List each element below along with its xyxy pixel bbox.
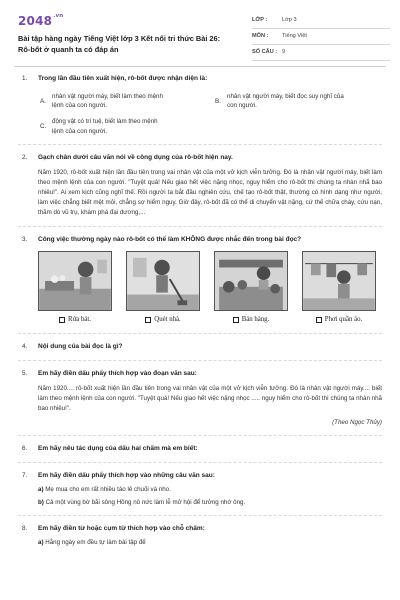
meta-label: MÔN :: [252, 33, 269, 40]
question-6: [18, 444, 382, 454]
sweeping-picture: [126, 251, 200, 311]
question-text: Công việc thường ngày nào rô-bốt có thể làm KHÔNG được nhắc đến trong bài đọc?: [38, 236, 302, 244]
question-number: 8.: [22, 525, 28, 533]
logo-text: 2048: [18, 14, 53, 28]
question-number: 4.: [22, 343, 28, 351]
question-text: Trong lần đầu tiên xuất hiện, rô-bốt được nhận diện là:: [38, 75, 208, 82]
option-text: [52, 117, 158, 136]
caption-text: Quét nhà.: [154, 315, 181, 323]
question-8: [18, 524, 382, 547]
meta-value: 9: [282, 49, 286, 56]
title-line-1: Bài tập hàng ngày Tiếng Việt lớp 3 Kết nối tri thức Bài 26:: [18, 34, 221, 43]
logo-suffix: .vn: [53, 13, 64, 19]
picture-caption: [38, 315, 112, 325]
option-b[interactable]: [215, 92, 382, 111]
picture-option-4[interactable]: [302, 251, 376, 325]
header-divider: [14, 66, 386, 67]
question-divider: [18, 462, 382, 463]
option-text: [52, 92, 163, 111]
meta-label: LỚP :: [252, 17, 268, 24]
question-number: 6.: [22, 445, 28, 453]
sub-item-b: [38, 498, 382, 507]
reading-passage: Năm 1920, rô-bốt xuất hiện lần đầu tiên trong vai nhân vật của một vở kịch viễn tưởng. Đó là nhân vật người máy, biết làm theo mệnh lệnh của con người. "Tuyệt quá! Nếu giao hết việc nặng nhọc, nguy hiểm cho rô-bốt thì chúng ta nhàn nhã bao nhiêu!". Ai xem kịch cũng nghĩ thế. Rồi người ta bắt đầu nghiên cứu, chế tạo rô-bốt thật, thường có hình dạng như người, làm việc chẳng biết mệt mỏi, chẳng sợ hiểm nguy. Giờ đây, rô-bốt đã có thể di chuyển vật nặng, cứ thế chữa cháy, cứu nạn, thăm dò vũ trụ, khám phá đại dương,...: [38, 168, 382, 217]
meta-row-class: [252, 13, 390, 29]
option-text: [227, 92, 344, 111]
picture-caption: [214, 315, 288, 325]
question-text: Em hãy điền dấu phẩy thích hợp vào những câu văn sau:: [38, 471, 215, 479]
question-text: Em hãy điền dấu phẩy thích hợp vào đoạn văn sau:: [38, 369, 197, 377]
question-number: 1.: [22, 75, 28, 82]
question-divider: [18, 226, 382, 227]
sub-item-label: b): [38, 498, 44, 506]
sub-item-a: [38, 485, 382, 494]
washing-dishes-picture: [38, 251, 112, 311]
caption-text: Bán hàng.: [241, 315, 270, 323]
question-divider: [18, 360, 382, 361]
meta-row-subject: [252, 29, 390, 45]
hanging-clothes-picture: [302, 251, 376, 311]
question-number: 2.: [22, 154, 28, 162]
picture-option-2[interactable]: [126, 251, 200, 325]
question-7: [18, 471, 382, 507]
document-title: [18, 34, 238, 55]
sub-item-text: Cả một vùng bờ bãi sông Hồng nô nức làm lễ mở hội để tưởng nhớ ông.: [45, 498, 246, 506]
question-5: [18, 369, 382, 427]
question-text: Gạch chân dưới câu văn nói về công dụng của rô-bốt hiện nay.: [38, 154, 233, 162]
checkbox[interactable]: [316, 317, 322, 323]
option-line: nhân vật người máy, biết đọc suy nghĩ của: [227, 92, 344, 100]
answer-options: [38, 92, 382, 136]
question-1: [18, 74, 382, 136]
question-divider: [18, 515, 382, 516]
question-divider: [18, 435, 382, 436]
option-a[interactable]: [40, 92, 207, 111]
question-text: Nội dung của bài đọc là gì?: [38, 343, 123, 351]
meta-value: Tiếng Việt: [282, 33, 307, 40]
meta-table: [252, 13, 390, 61]
meta-label: SỐ CÂU :: [252, 49, 278, 56]
header: [0, 0, 400, 64]
question-4: [18, 342, 382, 352]
option-line: lệnh của con người.: [52, 127, 107, 135]
meta-row-count: [252, 45, 390, 61]
sub-item-text: Mẹ mua cho em rất nhiều táo lê chuối và nho.: [45, 485, 171, 493]
checkbox[interactable]: [233, 317, 239, 323]
title-line-2: Rô-bốt ở quanh ta có đáp án: [18, 44, 119, 54]
selling-picture: [214, 251, 288, 311]
option-line: lệnh của con người.: [52, 102, 107, 110]
passage-author: (Theo Ngọc Thủy): [332, 418, 382, 426]
question-divider: [18, 333, 382, 334]
question-number: 5.: [22, 369, 28, 377]
questions: [0, 74, 400, 553]
question-text: Em hãy điền từ hoặc cụm từ thích hợp vào chỗ chấm:: [38, 525, 205, 533]
question-number: 3.: [22, 236, 28, 244]
caption-text: Phơi quần áo.: [324, 315, 363, 323]
option-letter: B.: [215, 97, 221, 105]
option-line: động vật có trí tuệ, biết làm theo mệnh: [52, 117, 158, 125]
sub-item-label: a): [38, 538, 44, 546]
question-text: Em hãy nêu tác dụng của dấu hai chấm mà em biết:: [38, 445, 198, 453]
exercise-passage: Năm 1920.... rô-bốt xuất hiện lần đầu tiên trong vai nhân vật của một vở kịch viễn tưởng. Đó là nhân vật người máy.... biết làm theo mệnh lệnh của con người. "Tuyệt quá! Nếu giao hết việc nặng nhọc ..... nguy hiểm cho rô-bốt thì chúng ta nhàn nhã bao nhiêu!".: [38, 384, 382, 412]
meta-value: Lớp 3: [282, 17, 297, 24]
sub-item-label: a): [38, 485, 44, 493]
sub-item-text: Hằng ngày em đều tự làm bài tập để: [45, 538, 146, 546]
checkbox[interactable]: [59, 317, 65, 323]
checkbox[interactable]: [145, 317, 151, 323]
question-2: [18, 153, 382, 218]
caption-text: Rửa bát.: [68, 315, 91, 323]
sub-item-a: [38, 538, 382, 547]
option-line: nhân vật người máy, biết làm theo mệnh: [52, 92, 163, 100]
option-line: con người.: [227, 102, 257, 110]
picture-option-3[interactable]: [214, 251, 288, 325]
option-letter: A.: [40, 97, 46, 105]
picture-option-1[interactable]: [38, 251, 112, 325]
option-letter: C.: [40, 122, 47, 130]
question-divider: [18, 144, 382, 145]
question-3: [18, 235, 382, 325]
picture-caption: [302, 315, 376, 325]
picture-caption: [126, 315, 200, 325]
option-c[interactable]: [40, 117, 207, 136]
picture-options: [38, 251, 382, 325]
question-number: 7.: [22, 471, 28, 479]
